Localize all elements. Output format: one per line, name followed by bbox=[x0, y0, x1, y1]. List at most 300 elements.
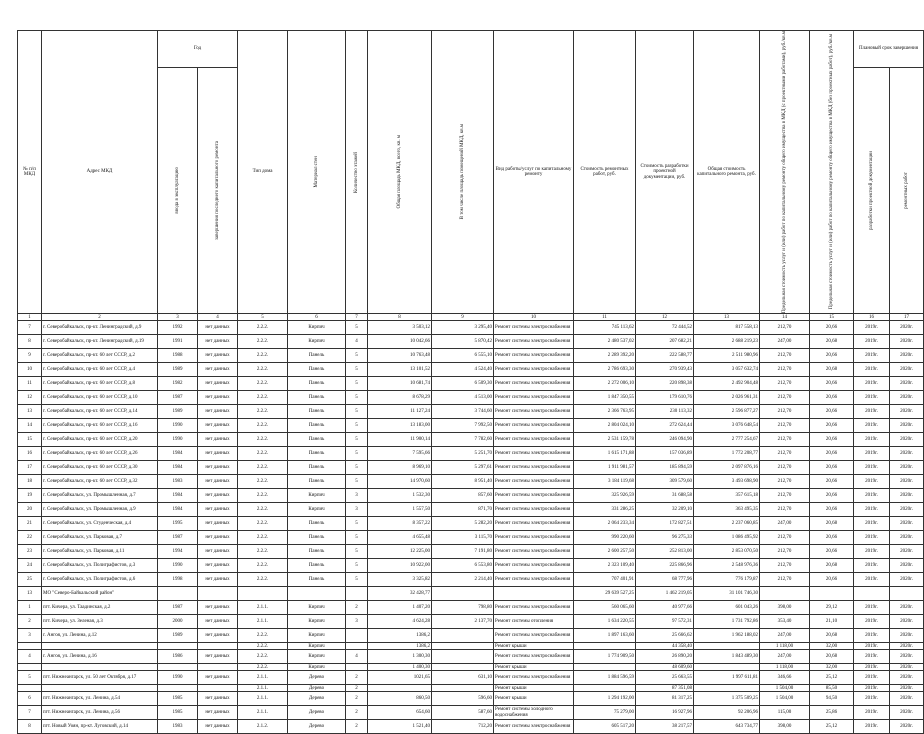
row-wall-material: Панель bbox=[288, 447, 346, 461]
row-plan-works: 2020г. bbox=[890, 503, 924, 517]
row-wall-type: 2.2.2. bbox=[238, 489, 288, 503]
row-number: 3 bbox=[18, 629, 42, 643]
row-residential-area: 8 951,40 bbox=[432, 475, 494, 489]
row-cost-total: 643 734,77 bbox=[694, 720, 760, 734]
row-limit-cost-2: 20,66 bbox=[810, 531, 854, 545]
row-address: МО "Северо-Байкальский район" bbox=[42, 587, 158, 601]
row-cost-works: 1 774 909,50 bbox=[574, 650, 636, 664]
row-total-area: 1 300,30 bbox=[368, 650, 432, 664]
row-residential-area: 7 782,60 bbox=[432, 433, 494, 447]
row-limit-cost-2: 20,66 bbox=[810, 475, 854, 489]
row-address: г. Северобайкальск, пр-кт. 60 лет СССР, д.8 bbox=[42, 377, 158, 391]
row-plan-works: 2020г. bbox=[890, 447, 924, 461]
column-number: 5 bbox=[238, 314, 288, 321]
row-limit-cost: 212,70 bbox=[760, 489, 810, 503]
row-cost-design: 68 777,96 bbox=[636, 573, 694, 587]
column-number: 14 bbox=[760, 314, 810, 321]
row-plan-design: 2019г. bbox=[854, 349, 890, 363]
row-cost-design: 87 351,08 bbox=[636, 685, 694, 692]
row-address: г. Северобайкальск, пр-кт. 60 лет СССР, д.4 bbox=[42, 363, 158, 377]
row-wall-type: 2.2.2. bbox=[238, 363, 288, 377]
row-cost-design: 25 666,62 bbox=[636, 629, 694, 643]
row-residential-area: 4 513,00 bbox=[432, 391, 494, 405]
row-residential-area bbox=[432, 650, 494, 664]
row-limit-cost: 1 118,00 bbox=[760, 643, 810, 650]
row-number: 22 bbox=[18, 531, 42, 545]
row-wall-type: 2.2.2. bbox=[238, 391, 288, 405]
row-number: 9 bbox=[18, 349, 42, 363]
row-number: 14 bbox=[18, 419, 42, 433]
row-plan-design: 2019г. bbox=[854, 629, 890, 643]
row-wall-type: 2.1.1. bbox=[238, 685, 288, 692]
header-residential-area: В том числе площадь помещений МКД, кв.м bbox=[432, 31, 494, 314]
row-number: 7 bbox=[18, 706, 42, 720]
row-cost-works: 2 289 392,20 bbox=[574, 349, 636, 363]
row-total-area: 14 970,60 bbox=[368, 475, 432, 489]
row-wall-type: 2.2.2. bbox=[238, 475, 288, 489]
row-limit-cost: 212,70 bbox=[760, 461, 810, 475]
row-limit-cost-2: 20,66 bbox=[810, 489, 854, 503]
row-work-type: Ремонт системы электроснабжения bbox=[494, 503, 574, 517]
row-limit-cost-2: 20,68 bbox=[810, 517, 854, 531]
row-plan-design: 2019г. bbox=[854, 685, 890, 692]
row-total-area: 1 557,50 bbox=[368, 503, 432, 517]
row-floors: 5 bbox=[346, 391, 368, 405]
row-number: 20 bbox=[18, 503, 42, 517]
row-cost-works: 2 272 006,10 bbox=[574, 377, 636, 391]
row-residential-area: 871,70 bbox=[432, 503, 494, 517]
row-residential-area: 3 744,60 bbox=[432, 405, 494, 419]
row-work-type: Ремонт системы электроснабжения bbox=[494, 405, 574, 419]
table-row bbox=[18, 664, 924, 671]
column-number: 10 bbox=[494, 314, 574, 321]
row-work-type: Ремонт системы электроснабжения bbox=[494, 447, 574, 461]
header-year-last-repair: завершения последнего капитального ремонта bbox=[198, 67, 238, 313]
row-plan-design: 2019г. bbox=[854, 461, 890, 475]
header-wall-type: Тип дома bbox=[238, 31, 288, 314]
row-work-type: Ремонт системы электроснабжения bbox=[494, 559, 574, 573]
row-address: г. Ангоя, ул. Ленина, д.12 bbox=[42, 629, 158, 643]
row-plan-works: 2020г. bbox=[890, 601, 924, 615]
row-year-last-repair: нет данных bbox=[198, 559, 238, 573]
row-wall-material: Кирпич bbox=[288, 664, 346, 671]
row-work-type: Ремонт системы электроснабжения bbox=[494, 321, 574, 335]
row-plan-works: 2020г. bbox=[890, 335, 924, 349]
row-year-last-repair: нет данных bbox=[198, 601, 238, 615]
row-plan-design: 2019г. bbox=[854, 531, 890, 545]
row-cost-works: 1 884 596,59 bbox=[574, 671, 636, 685]
row-plan-design: 2019г. bbox=[854, 601, 890, 615]
row-year-last-repair: нет данных bbox=[198, 349, 238, 363]
row-plan-design: 2019г. bbox=[854, 391, 890, 405]
row-cost-design: 172 827,51 bbox=[636, 517, 694, 531]
row-wall-material: Панель bbox=[288, 475, 346, 489]
row-floors: 5 bbox=[346, 475, 368, 489]
column-number: 17 bbox=[890, 314, 924, 321]
row-wall-type: 2.1.1. bbox=[238, 692, 288, 706]
row-number: 10 bbox=[18, 363, 42, 377]
row-plan-design: 2019г. bbox=[854, 559, 890, 573]
row-number bbox=[18, 643, 42, 650]
row-cost-works: 1 294 192,00 bbox=[574, 692, 636, 706]
row-cost-works: 745 113,62 bbox=[574, 321, 636, 335]
row-total-area: 1 532,30 bbox=[368, 489, 432, 503]
row-wall-material: Кирпич bbox=[288, 615, 346, 629]
table-row bbox=[18, 475, 924, 489]
row-wall-material: Панель bbox=[288, 531, 346, 545]
row-work-type: Ремонт системы электроснабжения bbox=[494, 545, 574, 559]
row-plan-works: 2020г. bbox=[890, 650, 924, 664]
row-residential-area bbox=[432, 629, 494, 643]
row-plan-works: 2020г. bbox=[890, 545, 924, 559]
row-number: 24 bbox=[18, 559, 42, 573]
row-floors: 4 bbox=[346, 650, 368, 664]
row-number: 6 bbox=[18, 692, 42, 706]
row-total-area: 4 624,28 bbox=[368, 615, 432, 629]
row-floors: 5 bbox=[346, 363, 368, 377]
row-residential-area: 6 553,80 bbox=[432, 559, 494, 573]
row-floors bbox=[346, 643, 368, 650]
row-limit-cost-2: 20,66 bbox=[810, 391, 854, 405]
row-cost-total: 1 997 611,81 bbox=[694, 671, 760, 685]
row-wall-material bbox=[288, 587, 346, 601]
table-row bbox=[18, 391, 924, 405]
row-address: пгт. Новый Уоян, пр-кт. Луговский, д.14 bbox=[42, 720, 158, 734]
row-total-area: 4 655,48 bbox=[368, 531, 432, 545]
row-cost-works: 2 786 693,30 bbox=[574, 363, 636, 377]
row-cost-works: 2 531 159,78 bbox=[574, 433, 636, 447]
row-limit-cost-2: 25,86 bbox=[810, 706, 854, 720]
row-wall-material: Панель bbox=[288, 419, 346, 433]
row-address: г. Северобайкальск, пр-кт. 60 лет СССР, д.26 bbox=[42, 447, 158, 461]
column-number: 13 bbox=[694, 314, 760, 321]
row-address: г. Северобайкальск, пр-кт. 60 лет СССР, д.20 bbox=[42, 433, 158, 447]
row-cost-total bbox=[694, 643, 760, 650]
row-total-area: 3 325,82 bbox=[368, 573, 432, 587]
row-cost-total: 2 596 877,27 bbox=[694, 405, 760, 419]
row-cost-design: 309 579,60 bbox=[636, 475, 694, 489]
row-residential-area: 3 295,40 bbox=[432, 321, 494, 335]
row-cost-total: 817 558,13 bbox=[694, 321, 760, 335]
table-row bbox=[18, 461, 924, 475]
row-cost-total: 2 688 219,23 bbox=[694, 335, 760, 349]
row-work-type: Ремонт системы отопления bbox=[494, 615, 574, 629]
row-cost-design: 220 898,38 bbox=[636, 377, 694, 391]
row-cost-design: 16 927,96 bbox=[636, 706, 694, 720]
row-cost-design: 185 894,59 bbox=[636, 461, 694, 475]
table-row bbox=[18, 615, 924, 629]
row-cost-total: 3 057 632,74 bbox=[694, 363, 760, 377]
table-row bbox=[18, 671, 924, 685]
row-plan-design: 2019г. bbox=[854, 706, 890, 720]
row-wall-material: Дерево bbox=[288, 692, 346, 706]
row-limit-cost: 212,70 bbox=[760, 559, 810, 573]
row-plan-works: 2020г. bbox=[890, 419, 924, 433]
row-plan-design: 2019г. bbox=[854, 335, 890, 349]
row-plan-design: 2019г. bbox=[854, 650, 890, 664]
row-wall-material: Кирпич bbox=[288, 489, 346, 503]
row-cost-works bbox=[574, 643, 636, 650]
column-number: 16 bbox=[854, 314, 890, 321]
row-cost-design: 72 444,52 bbox=[636, 321, 694, 335]
table-row bbox=[18, 321, 924, 335]
row-wall-type: 2.2.2. bbox=[238, 377, 288, 391]
row-cost-total: 363 495,35 bbox=[694, 503, 760, 517]
row-address: пгт. Нижнеангарск, ул. 50 лет Октября, д.17 bbox=[42, 671, 158, 685]
row-cost-design: 44 358,40 bbox=[636, 643, 694, 650]
column-number: 9 bbox=[432, 314, 494, 321]
column-number: 15 bbox=[810, 314, 854, 321]
row-work-type: Ремонт крыши bbox=[494, 685, 574, 692]
row-cost-total: 357 615,18 bbox=[694, 489, 760, 503]
row-limit-cost-2: 85,50 bbox=[810, 685, 854, 692]
column-numbers-row bbox=[18, 314, 924, 321]
row-cost-design: 179 610,76 bbox=[636, 391, 694, 405]
row-year-commission: 1988 bbox=[158, 349, 198, 363]
row-number bbox=[18, 685, 42, 692]
row-total-area: 32 428,77 bbox=[368, 587, 432, 601]
row-address: г. Северобайкальск, ул. Полиграфистов, д.3 bbox=[42, 559, 158, 573]
row-cost-total: 2 548 976,36 bbox=[694, 559, 760, 573]
row-cost-design: 157 036,89 bbox=[636, 447, 694, 461]
row-wall-type: 2.2.2. bbox=[238, 559, 288, 573]
row-limit-cost: 212,70 bbox=[760, 545, 810, 559]
table-row bbox=[18, 517, 924, 531]
row-number: 2 bbox=[18, 615, 42, 629]
row-limit-cost-2: 20,68 bbox=[810, 335, 854, 349]
row-year-commission: 1990 bbox=[158, 671, 198, 685]
row-number: 12 bbox=[18, 391, 42, 405]
row-number bbox=[18, 664, 42, 671]
row-plan-design: 2019г. bbox=[854, 643, 890, 650]
row-limit-cost-2: 29,12 bbox=[810, 601, 854, 615]
row-limit-cost: 212,70 bbox=[760, 363, 810, 377]
row-year-last-repair: нет данных bbox=[198, 545, 238, 559]
row-total-area: 1 400,30 bbox=[368, 664, 432, 671]
row-year-last-repair: нет данных bbox=[198, 419, 238, 433]
row-limit-cost: 398,00 bbox=[760, 720, 810, 734]
row-work-type: Ремонт системы электроснабжения bbox=[494, 391, 574, 405]
row-cost-design: 225 866,96 bbox=[636, 559, 694, 573]
row-floors: 5 bbox=[346, 377, 368, 391]
row-wall-type: 2.2.2. bbox=[238, 335, 288, 349]
row-number: 8 bbox=[18, 335, 42, 349]
row-year-last-repair: нет данных bbox=[198, 503, 238, 517]
row-number: 13 bbox=[18, 587, 42, 601]
row-cost-works bbox=[574, 685, 636, 692]
row-work-type: Ремонт системы электроснабжения bbox=[494, 601, 574, 615]
row-address bbox=[42, 664, 158, 671]
row-limit-cost: 1 504,00 bbox=[760, 692, 810, 706]
row-work-type: Ремонт системы электроснабжения bbox=[494, 531, 574, 545]
row-plan-design: 2019г. bbox=[854, 321, 890, 335]
row-cost-works: 29 639 527,25 bbox=[574, 587, 636, 601]
row-number: 15 bbox=[18, 433, 42, 447]
table-row bbox=[18, 545, 924, 559]
row-cost-design: 40 977,66 bbox=[636, 601, 694, 615]
row-plan-works: 2020г. bbox=[890, 685, 924, 692]
row-year-commission: 1983 bbox=[158, 475, 198, 489]
row-floors: 2 bbox=[346, 706, 368, 720]
row-year-commission: 1987 bbox=[158, 531, 198, 545]
row-year-commission: 1982 bbox=[158, 377, 198, 391]
row-residential-area: 587,60 bbox=[432, 706, 494, 720]
row-number: 4 bbox=[18, 650, 42, 664]
row-residential-area: 596,60 bbox=[432, 692, 494, 706]
row-number: 18 bbox=[18, 475, 42, 489]
row-address: пгт. Кичера, ул. Таадинская, д.2 bbox=[42, 601, 158, 615]
row-cost-works: 1 634 220,55 bbox=[574, 615, 636, 629]
row-plan-works: 2020г. bbox=[890, 461, 924, 475]
row-total-area: 1 521,40 bbox=[368, 720, 432, 734]
row-wall-material: Панель bbox=[288, 559, 346, 573]
table-row bbox=[18, 531, 924, 545]
row-work-type: Ремонт системы электроснабжения bbox=[494, 419, 574, 433]
column-number: 4 bbox=[198, 314, 238, 321]
row-cost-total: 92 206,96 bbox=[694, 706, 760, 720]
row-address: г. Северобайкальск, пр-кт. 60 лет СССР, д.32 bbox=[42, 475, 158, 489]
row-total-area: 1386,2 bbox=[368, 643, 432, 650]
row-address: г. Северобайкальск, ул. Парковая, д.11 bbox=[42, 545, 158, 559]
table-body bbox=[18, 314, 924, 734]
row-cost-total bbox=[694, 685, 760, 692]
row-year-last-repair: нет данных bbox=[198, 335, 238, 349]
row-wall-type: 2.1.2. bbox=[238, 720, 288, 734]
row-limit-cost-2: 20,66 bbox=[810, 419, 854, 433]
row-limit-cost: 247,00 bbox=[760, 650, 810, 664]
row-plan-design: 2019г. bbox=[854, 363, 890, 377]
row-year-last-repair: нет данных bbox=[198, 629, 238, 643]
row-residential-area: 857,60 bbox=[432, 489, 494, 503]
row-address: г. Северобайкальск, пр-кт. 60 лет СССР, д.16 bbox=[42, 419, 158, 433]
row-cost-total: 3 493 698,90 bbox=[694, 475, 760, 489]
row-cost-total: 2 026 961,31 bbox=[694, 391, 760, 405]
row-residential-area bbox=[432, 664, 494, 671]
row-cost-total: 1 962 188,02 bbox=[694, 629, 760, 643]
row-cost-works: 560 065,60 bbox=[574, 601, 636, 615]
table-row bbox=[18, 643, 924, 650]
row-address: пгт. Кичера, ул. Зеленая, д.3 bbox=[42, 615, 158, 629]
row-address: г. Северобайкальск, пр-кт. 60 лет СССР, д.2 bbox=[42, 349, 158, 363]
row-plan-works: 2020г. bbox=[890, 615, 924, 629]
row-address: г. Северобайкальск, ул. Парковая, д.7 bbox=[42, 531, 158, 545]
row-address bbox=[42, 685, 158, 692]
row-floors: 5 bbox=[346, 545, 368, 559]
row-limit-cost-2: 20,68 bbox=[810, 650, 854, 664]
row-limit-cost: 212,70 bbox=[760, 503, 810, 517]
row-year-last-repair: нет данных bbox=[198, 692, 238, 706]
row-work-type: Ремонт системы электроснабжения bbox=[494, 720, 574, 734]
row-wall-material: Кирпич bbox=[288, 643, 346, 650]
row-year-commission: 1994 bbox=[158, 545, 198, 559]
row-plan-design: 2019г. bbox=[854, 671, 890, 685]
row-limit-cost-2 bbox=[810, 587, 854, 601]
row-total-area: 10 922,00 bbox=[368, 559, 432, 573]
row-limit-cost: 212,70 bbox=[760, 377, 810, 391]
row-year-last-repair: нет данных bbox=[198, 391, 238, 405]
row-wall-type: 2.2.2. bbox=[238, 503, 288, 517]
row-year-last-repair: нет данных bbox=[198, 489, 238, 503]
row-number: 5 bbox=[18, 671, 42, 685]
row-limit-cost-2: 94,50 bbox=[810, 692, 854, 706]
row-number: 25 bbox=[18, 573, 42, 587]
row-wall-type: 2.2.2. bbox=[238, 573, 288, 587]
row-wall-type: 2.2.2. bbox=[238, 405, 288, 419]
row-residential-area: 3 115,70 bbox=[432, 531, 494, 545]
row-year-commission: 1984 bbox=[158, 503, 198, 517]
row-wall-material: Панель bbox=[288, 433, 346, 447]
row-year-commission: 1985 bbox=[158, 706, 198, 720]
row-limit-cost-2: 25,12 bbox=[810, 671, 854, 685]
row-plan-works: 2020г. bbox=[890, 720, 924, 734]
row-wall-type: 2.1.1. bbox=[238, 615, 288, 629]
row-floors bbox=[346, 587, 368, 601]
row-residential-area: 5 870,42 bbox=[432, 335, 494, 349]
row-address: г. Северобайкальск, ул. Промышленная, д.9 bbox=[42, 503, 158, 517]
row-address: пгт. Нижнеангарск, ул. Ленина, д.56 bbox=[42, 706, 158, 720]
row-plan-design: 2019г. bbox=[854, 475, 890, 489]
row-wall-type: 2.2.2. bbox=[238, 447, 288, 461]
row-cost-works bbox=[574, 664, 636, 671]
row-cost-total: 2 097 876,16 bbox=[694, 461, 760, 475]
table-row bbox=[18, 720, 924, 734]
row-cost-works: 1 847 350,55 bbox=[574, 391, 636, 405]
row-cost-design: 272 624,44 bbox=[636, 419, 694, 433]
row-wall-type: 2.2.2. bbox=[238, 461, 288, 475]
row-plan-works: 2020г. bbox=[890, 349, 924, 363]
row-limit-cost: 212,70 bbox=[760, 349, 810, 363]
row-wall-material: Кирпич bbox=[288, 503, 346, 517]
row-number: 13 bbox=[18, 405, 42, 419]
row-cost-total: 1 086 495,92 bbox=[694, 531, 760, 545]
row-cost-design: 32 209,10 bbox=[636, 503, 694, 517]
row-address: г. Северобайкальск, пр-кт. 60 лет СССР, д.14 bbox=[42, 405, 158, 419]
row-year-last-repair: нет данных bbox=[198, 517, 238, 531]
row-number: 17 bbox=[18, 461, 42, 475]
row-residential-area: 5 251,70 bbox=[432, 447, 494, 461]
row-year-commission: 1987 bbox=[158, 391, 198, 405]
column-number: 3 bbox=[158, 314, 198, 321]
row-work-type: Ремонт крыши bbox=[494, 643, 574, 650]
row-wall-type bbox=[238, 587, 288, 601]
table-row bbox=[18, 489, 924, 503]
row-wall-material: Кирпич bbox=[288, 601, 346, 615]
row-year-last-repair bbox=[198, 587, 238, 601]
row-number: 8 bbox=[18, 720, 42, 734]
row-plan-design: 2019г. bbox=[854, 517, 890, 531]
row-cost-works: 605 517,20 bbox=[574, 720, 636, 734]
row-total-area: 11 127,24 bbox=[368, 405, 432, 419]
row-plan-works: 2020г. bbox=[890, 405, 924, 419]
table-row bbox=[18, 685, 924, 692]
table-row bbox=[18, 349, 924, 363]
row-limit-cost-2: 20,68 bbox=[810, 559, 854, 573]
row-wall-material: Панель bbox=[288, 363, 346, 377]
row-wall-material: Кирпич bbox=[288, 335, 346, 349]
table-row bbox=[18, 706, 924, 720]
row-year-last-repair: нет данных bbox=[198, 321, 238, 335]
row-wall-material: Дерево bbox=[288, 685, 346, 692]
row-limit-cost: 1 118,00 bbox=[760, 664, 810, 671]
row-residential-area: 2 137,70 bbox=[432, 615, 494, 629]
row-floors: 5 bbox=[346, 405, 368, 419]
row-floors: 5 bbox=[346, 517, 368, 531]
row-year-last-repair: нет данных bbox=[198, 377, 238, 391]
row-plan-design: 2019г. bbox=[854, 503, 890, 517]
row-work-type bbox=[494, 587, 574, 601]
row-limit-cost bbox=[760, 587, 810, 601]
row-year-last-repair: нет данных bbox=[198, 573, 238, 587]
